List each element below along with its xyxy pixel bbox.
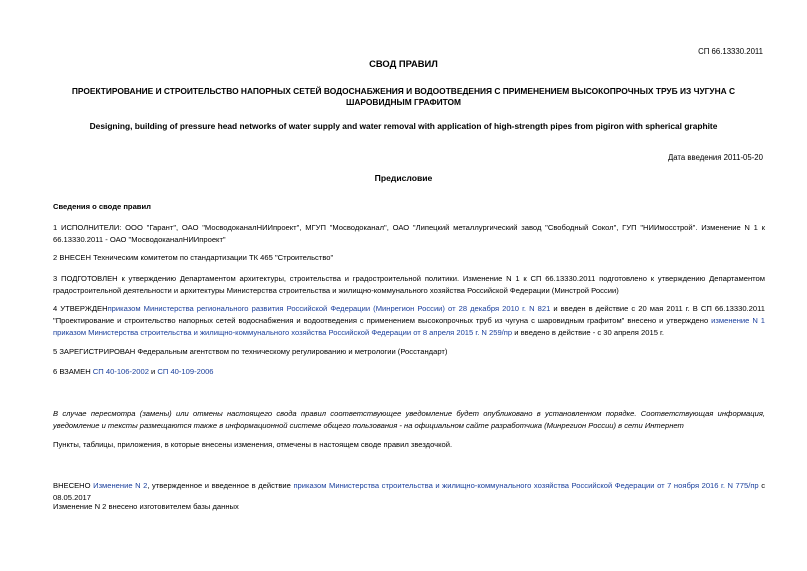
item-2: 2 ВНЕСЕН Техническим комитетом по стандартизации ТК 465 "Строительство"	[53, 253, 334, 262]
document-heading: СВОД ПРАВИЛ	[369, 58, 438, 69]
item-4-text-cont: и введен в действие с 20 мая 2011 г. В СП 66.13330.2011 "Проектирование и строительство напорных сетей водоснабжения и водоотведения с применением высокопрочных труб из чугуна с шаровидным графитом" внесено и утверждено	[53, 304, 766, 325]
introduction-date: Дата введения 2011-05-20	[667, 153, 763, 162]
item-4	[53, 303, 765, 339]
marks-note: Пункты, таблицы, приложения, в которые внесены изменения, отмечены в настоящем своде правил звездочкой.	[53, 440, 453, 449]
order-2016-link[interactable]: приказом Министерства строительства и жилищно-коммунального хозяйства Российской Федерации от 7 ноября 2016 г. N 775/пр	[293, 481, 759, 490]
item-3: 3 ПОДГОТОВЛЕН к утверждению Департаментом архитектуры, строительства и градостроительной политики. Изменение N 1 к СП 66.13330.2011 подготовлено к утверждению Департаментом градостроительной деятельности и архитектуры Министерства строительства и жилищно-коммунального хозяйства Российской Федерации (Минстрой России)	[53, 274, 765, 295]
item-6-text: 6 ВЗАМЕН	[53, 367, 93, 376]
item-4-text-end: и введено в действие - с 30 апреля 2015 г.	[512, 328, 664, 337]
sp-40-109-link[interactable]: СП 40-109-2006	[157, 367, 214, 376]
amendment-2-link[interactable]: Изменение N 2	[93, 481, 148, 490]
amendment-2-text-end: с 08.05.2017	[53, 481, 766, 502]
revision-notice: В случае пересмотра (замены) или отмены настоящего свода правил соответствующее уведомление будет опубликовано в установленном порядке. Соответствующая информация, уведомление и тексты размещаются также в информационной системе общего пользования - на официальном сайте разработчика (Минрегион России) в сети Интернет	[53, 409, 765, 430]
item-6	[53, 366, 765, 378]
amendment-2-text: ВНЕСЕНО	[53, 481, 94, 490]
amendment-2-note: Изменение N 2 внесено изготовителем базы данных	[53, 502, 239, 511]
document-title-en: Designing, building of pressure head networks of water supply and water removal with application of high-strength pipes from pigiron with spherical graphite	[89, 121, 718, 131]
document-code: СП 66.13330.2011	[698, 47, 763, 56]
sp-40-106-link[interactable]: СП 40-106-2002	[92, 367, 149, 376]
order-2010-link[interactable]: приказом Министерства регионального развития Российской Федерации (Минрегион России) от 28 декабря 2010 г. N 821	[107, 304, 551, 313]
item-1: 1 ИСПОЛНИТЕЛИ: ООО "Гарант", ОАО "МосводоканалНИИпроект", МГУП "Мосводоканал", ОАО "Липецкий металлургический завод "Свободный Сокол", ГУП "НИИмосстрой". Изменение N 1 к 66.13330.2011 - ОАО "МосводоканалНИИпроект"	[53, 223, 765, 244]
item-6-and: и	[148, 367, 158, 376]
item-4-text: 4 УТВЕРЖДЕН	[53, 304, 108, 313]
section-heading: Сведения о своде правил	[53, 202, 151, 211]
item-5: 5 ЗАРЕГИСТРИРОВАН Федеральным агентством по техническому регулированию и метрологии (Росстандарт)	[53, 347, 448, 356]
preface-heading: Предисловие	[374, 173, 433, 183]
amendment-1-link[interactable]: изменение N 1 приказом Министерства строительства и жилищно-коммунального хозяйства Российской Федерации от 8 апреля 2015 г. N 259/пр	[53, 316, 766, 337]
amendment-2-text-cont: , утвержденное и введенное в действие	[147, 481, 294, 490]
document-title-ru: ПРОЕКТИРОВАНИЕ И СТРОИТЕЛЬСТВО НАПОРНЫХ СЕТЕЙ ВОДОСНАБЖЕНИЯ И ВОДООТВЕДЕНИЯ С ПРИМЕНЕНИЕМ ВЫСОКОПРОЧНЫХ ТРУБ ИЗ ЧУГУНА С ШАРОВИДНЫМ ГРАФИТОМ	[71, 86, 736, 107]
